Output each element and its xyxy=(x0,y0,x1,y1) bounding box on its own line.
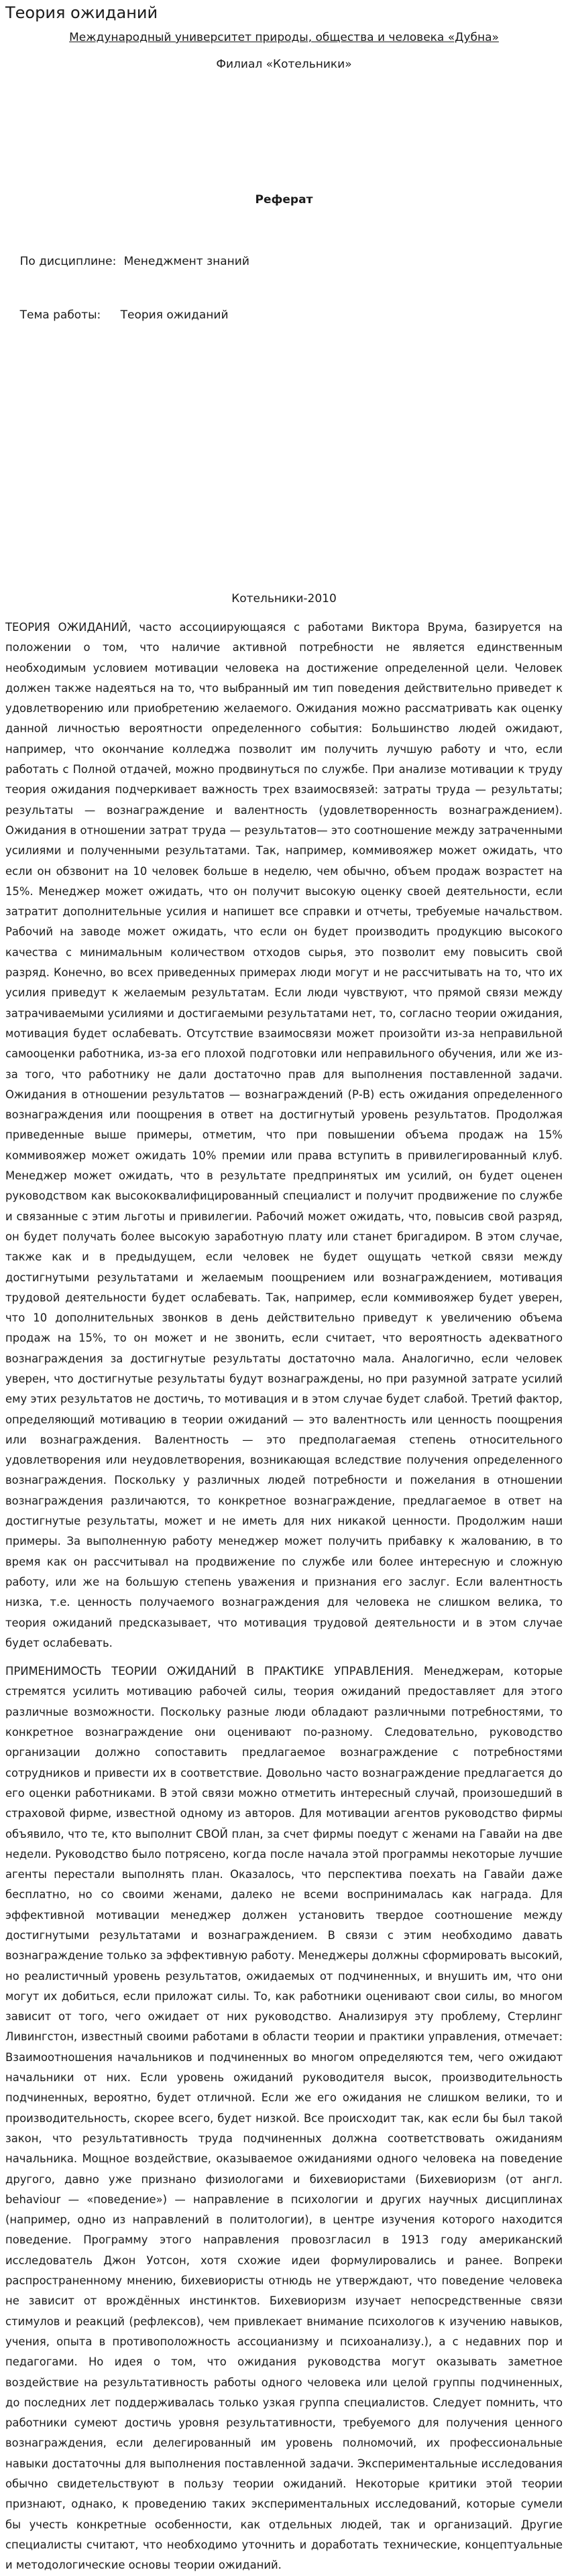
city-year: Котельники-2010 xyxy=(231,592,337,605)
discipline-value: Менеджмент знаний xyxy=(123,255,249,268)
page-title: Теория ожиданий xyxy=(5,3,158,22)
topic-value: Теория ожиданий xyxy=(120,308,229,322)
university-name: Международный университет природы, общества и человека «Дубна» xyxy=(69,31,499,44)
branch-name: Филиал «Котельники» xyxy=(216,58,352,71)
body-text xyxy=(5,618,563,2576)
topic-label: Тема работы: xyxy=(19,308,101,322)
discipline-label: По дисциплине: xyxy=(19,255,117,268)
paragraph-applicability: ПРИМЕНИМОСТЬ ТЕОРИИ ОЖИДАНИЙ В ПРАКТИКЕ УПРАВЛЕНИЯ. Менеджерам, которые стремятся усилить мотивацию рабочей силы, теория ожиданий предоставляет для этого различные возможности. Поскольку разные люди обладают различными потребностями, то конкретное вознаграждение они оценивают по-разному. Следовательно, руководство организации должно сопоставить предлагаемое вознаграждение с потребностями сотрудников и привести их в соответствие. Довольно часто вознаграждение предлагается до его оценки работниками. В этой связи можно отметить интересный случай, произошедший в страховой фирме, известной одному из авторов. Для мотивации агентов руководство фирмы объявило, что те, кто выполнит СВОЙ план, за счет фирмы поедут с женами на Гавайи на две недели. Руководство было потрясено, когда после начала этой программы некоторые лучшие агенты перестали выполнять план. Оказалось, что перспектива поехать на Гавайи даже бесплатно, но со своими женами, далеко не всеми воспринималась как награда. Для эффективной мотивации менеджер должен установить твердое соотношение между достигнутыми результатами и вознаграждением. В связи с этим необходимо давать вознаграждение только за эффективную работу. Менеджеры должны сформировать высокий, но реалистичный уровень результатов, ожидаемых от подчиненных, и внушить им, что они могут их добиться, если приложат силы. То, как работники оценивают свои силы, во многом зависит от того, чего ожидает от них руководство. Анализируя эту проблему, Стерлинг Ливингстон, известный своими работами в области теории и практики управления, отмечает: Взаимоотношения начальников и подчиненных во многом определяются тем, чего ожидают начальники от них. Если уровень ожиданий руководителя высок, производительность подчиненных, вероятно, будет отличной. Если же его ожидания не слишком велики, то и производительность, скорее всего, будет низкой. Все происходит так, как если бы был такой закон, что результативность труда подчиненных должна соответствовать ожиданиям начальника. Мощное воздействие, оказываемое ожиданиями одного человека на поведение другого, давно уже признано физиологами и бихевиористами (Бихевиоризм (от англ. behaviour — «поведение») — направление в психологии и других научных дисциплинах (например, одно из направлений в политологии), в центре изучения которого находится поведение. Программу этого направления провозгласил в 1913 году американский исследователь Джон Уотсон, хотя схожие идеи формулировались и ранее. Вопреки распространенному мнению, бихевиористы отнюдь не утверждают, что поведение человека не зависит от врождённых инстинктов. Бихевиоризм изучает непосредственные связи стимулов и реакций (рефлексов), чем привлекает внимание психологов к изучению навыков, учения, опыта в противоположность ассоцианизму и психоанализу.), а с недавних пор и педагогами. Но идея о том, что ожидания руководства могут оказывать заметное воздействие на результативность работы одного человека или целой группы подчиненных, до последних лет поддерживалась только узкая группа специалистов. Следует помнить, что работники сумеют достичь уровня результативности, требуемого для получения ценного вознаграждения, если делегированный им уровень полномочий, их профессиональные навыки достаточны для выполнения поставленной задачи. Экспериментальные исследования обычно свидетельствуют в пользу теории ожиданий. Некоторые критики этой теории признают, однако, к проведению таких экспериментальных исследований, которые сумели бы учесть конкретные особенности, как отдельных людей, так и организаций. Другие специалисты считают, что необходимо уточнить и доработать технические, концептуальные и методологические основы теории ожиданий. xyxy=(5,1665,563,2572)
topic-line xyxy=(5,291,229,339)
discipline-line xyxy=(5,237,249,286)
document-kind-heading: Реферат xyxy=(255,193,313,207)
paragraph-expectancy-theory: ТЕОРИЯ ОЖИДАНИЙ, часто ассоциирующаяся с работами Виктора Врума, базируется на положении о том, что наличие активной потребности не является единственным необходимым условием мотивации человека на достижение определенной цели. Человек должен также надеяться на то, что выбранный им тип поведения действительно приведет к удовлетворению или приобретению желаемого. Ожидания можно рассматривать как оценку данной личностью вероятности определенного события: Большинство людей ожидают, например, что окончание колледжа позволит им получить лучшую работу и что, если работать с Полной отдачей, можно продвинуться по службе. При анализе мотивации к труду теория ожидания подчеркивает важность трех взаимосвязей: затраты труда — результаты; результаты — вознаграждение и валентность (удовлетворенность вознаграждением). Ожидания в отношении затрат труда — результатов— это соотношение между затраченными усилиями и полученными результатами. Так, например, коммивояжер может ожидать, что если он обзвонит на 10 человек больше в неделю, чем обычно, объем продаж возрастет на 15%. Менеджер может ожидать, что он получит высокую оценку своей деятельности, если затратит дополнительные усилия и напишет все справки и отчеты, требуемые начальством. Рабочий на заводе может ожидать, что если он будет производить продукцию высокого качества с минимальным количеством отходов сырья, это позволит ему повысить свой разряд. Конечно, во всех приведенных примерах люди могут и не рассчитывать на то, что их усилия приведут к желаемым результатам. Если люди чувствуют, что прямой связи между затрачиваемыми усилиями и достигаемыми результатами нет, то, согласно теории ожидания, мотивация будет ослабевать. Отсутствие взаимосвязи может произойти из-за неправильной самооценки работника, из-за его плохой подготовки или неправильного обучения, или же из-за того, что работнику не дали достаточно прав для выполнения поставленной задачи. Ожидания в отношении результатов — вознаграждений (Р-В) есть ожидания определенного вознаграждения или поощрения в ответ на достигнутый уровень результатов. Продолжая приведенные выше примеры, отметим, что при повышении объема продаж на 15% коммивояжер может ожидать 10% премии или права вступить в привилегированный клуб. Менеджер может ожидать, что в результате предпринятых им усилий, он будет оценен руководством как высококвалифицированный специалист и получит продвижение по службе и связанные с этим льготы и привилегии. Рабочий может ожидать, что, повысив свой разряд, он будет получать более высокую заработную плату или станет бригадиром. В этом случае, также как и в предыдущем, если человек не будет ощущать четкой связи между достигнутыми результатами и желаемым поощрением или вознаграждением, мотивация трудовой деятельности будет ослабевать. Так, например, если коммивояжер будет уверен, что 10 дополнительных звонков в день действительно приведут к увеличению объема продаж на 15%, то он может и не звонить, если считает, что вероятность адекватного вознаграждения за достигнутые результаты достаточно мала. Аналогично, если человек уверен, что достигнутые результаты будут вознаграждены, но при разумной затрате усилий ему этих результатов не достичь, то мотивация и в этом случае будет слабой. Третий фактор, определяющий мотивацию в теории ожиданий — это валентность или ценность поощрения или вознаграждения. Валентность — это предполагаемая степень относительного удовлетворения или неудовлетворения, возникающая вследствие получения определенного вознаграждения. Поскольку у различных людей потребности и пожелания в отношении вознаграждения различаются, то конкретное вознаграждение, предлагаемое в ответ на достигнутые результаты, может и не иметь для них никакой ценности. Продолжим наши примеры. За выполненную работу менеджер может получить прибавку к жалованию, в то время как он рассчитывал на продвижение по службе или более интересную и сложную работу, или же на большую степень уважения и признания его заслуг. Если валентность низка, т.е. ценность получаемого вознаграждения для человека не слишком велика, то теория ожиданий предсказывает, что мотивация трудовой деятельности и в этом случае будет ослабевать. xyxy=(5,621,563,1649)
